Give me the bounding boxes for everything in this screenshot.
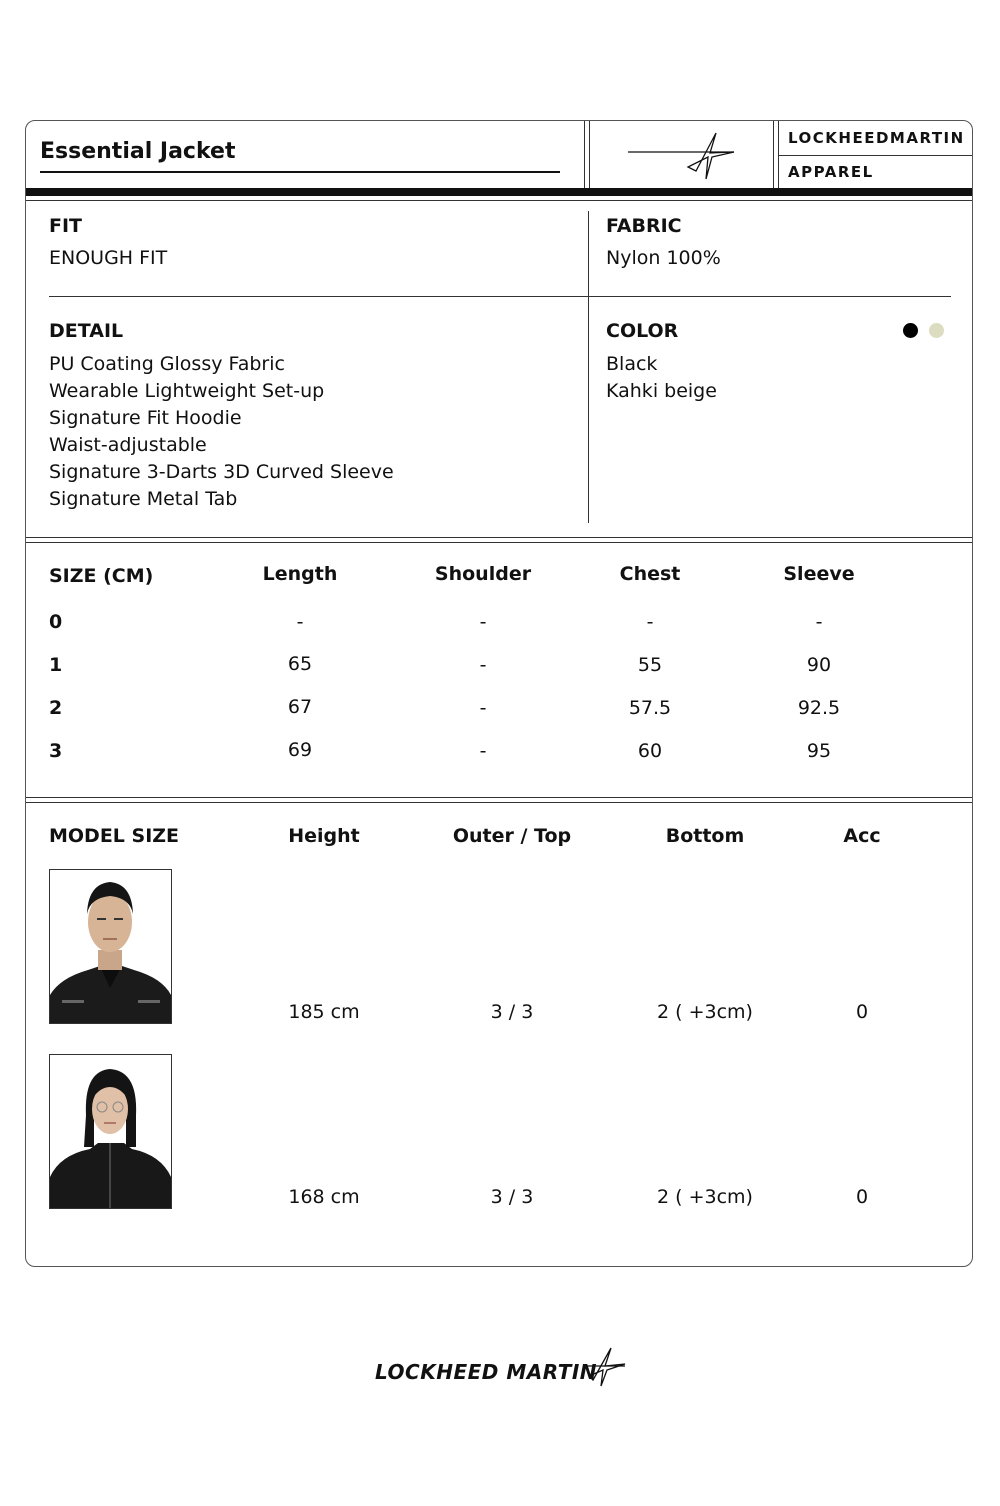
table-row-size: 0 bbox=[49, 611, 63, 633]
table-cell: 92.5 bbox=[797, 697, 841, 719]
title-underline bbox=[40, 171, 560, 173]
table-cell: 65 bbox=[287, 653, 313, 675]
fabric-label: FABRIC bbox=[606, 215, 682, 237]
table-cell: 55 bbox=[637, 654, 663, 676]
header-divider bbox=[589, 121, 590, 188]
acc-header: Acc bbox=[843, 825, 881, 847]
footer-logo-text: LOCKHEED MARTIN bbox=[375, 1360, 598, 1384]
model-height: 185 cm bbox=[288, 1001, 360, 1023]
color-swatch-beige[interactable] bbox=[929, 323, 944, 338]
table-cell: 57.5 bbox=[628, 697, 672, 719]
detail-label: DETAIL bbox=[49, 320, 124, 342]
table-cell: - bbox=[815, 611, 823, 633]
header-rule bbox=[26, 188, 973, 196]
detail-item: PU Coating Glossy Fabric bbox=[49, 353, 285, 375]
table-cell: - bbox=[479, 611, 487, 633]
footer-star-icon bbox=[585, 1346, 627, 1388]
model-bottom: 2 ( +3cm) bbox=[657, 1001, 753, 1023]
table-row-size: 2 bbox=[49, 697, 63, 719]
section-rule bbox=[26, 797, 973, 798]
height-header: Height bbox=[288, 825, 360, 847]
table-cell: 60 bbox=[637, 740, 663, 762]
header-divider bbox=[584, 121, 585, 188]
table-cell: - bbox=[479, 740, 487, 762]
color-name: Kahki beige bbox=[606, 380, 717, 402]
detail-item: Signature Metal Tab bbox=[49, 488, 238, 510]
detail-list bbox=[49, 351, 394, 513]
brand-box bbox=[778, 121, 973, 188]
model-size-header: MODEL SIZE bbox=[49, 825, 180, 847]
table-row-size: 3 bbox=[49, 740, 63, 762]
size-header: SIZE (CM) bbox=[49, 565, 154, 587]
chest-header: Chest bbox=[619, 563, 681, 585]
table-cell: - bbox=[479, 654, 487, 676]
model-photo-male bbox=[49, 869, 172, 1024]
outer-top-header: Outer / Top bbox=[452, 825, 572, 847]
model-portrait-icon bbox=[50, 870, 171, 1023]
row-divider bbox=[49, 296, 951, 297]
section-rule bbox=[26, 537, 973, 538]
star-logo-icon bbox=[626, 131, 738, 181]
model-outer-top: 3 / 3 bbox=[490, 1001, 534, 1023]
brand-name: LOCKHEEDMARTIN bbox=[788, 129, 965, 147]
model-height: 168 cm bbox=[288, 1186, 360, 1208]
spec-card bbox=[25, 120, 973, 1267]
model-photo-female bbox=[49, 1054, 172, 1209]
product-title: Essential Jacket bbox=[40, 139, 236, 164]
color-name: Black bbox=[606, 353, 658, 375]
header-divider bbox=[773, 121, 774, 188]
bottom-header: Bottom bbox=[665, 825, 745, 847]
model-bottom: 2 ( +3cm) bbox=[657, 1186, 753, 1208]
color-label: COLOR bbox=[606, 320, 679, 342]
table-cell: 95 bbox=[806, 740, 832, 762]
shoulder-header: Shoulder bbox=[434, 563, 532, 585]
section-rule bbox=[26, 542, 973, 543]
section-rule bbox=[26, 802, 973, 803]
detail-item: Wearable Lightweight Set-up bbox=[49, 380, 325, 402]
detail-item: Waist-adjustable bbox=[49, 434, 207, 456]
fabric-value: Nylon 100% bbox=[606, 247, 721, 269]
table-cell: - bbox=[646, 611, 654, 633]
table-cell: - bbox=[479, 697, 487, 719]
fit-label: FIT bbox=[49, 215, 83, 237]
brand-divider bbox=[778, 155, 973, 156]
sleeve-header: Sleeve bbox=[783, 563, 855, 585]
detail-item: Signature Fit Hoodie bbox=[49, 407, 242, 429]
detail-item: Signature 3-Darts 3D Curved Sleeve bbox=[49, 461, 394, 483]
color-swatch-black[interactable] bbox=[903, 323, 918, 338]
fit-value: ENOUGH FIT bbox=[49, 247, 168, 269]
model-outer-top: 3 / 3 bbox=[490, 1186, 534, 1208]
model-acc: 0 bbox=[855, 1001, 869, 1023]
table-cell: 69 bbox=[287, 739, 313, 761]
table-row-size: 1 bbox=[49, 654, 63, 676]
card-header bbox=[26, 121, 973, 188]
table-cell: 67 bbox=[287, 696, 313, 718]
model-portrait-icon bbox=[50, 1055, 171, 1208]
length-header: Length bbox=[262, 563, 338, 585]
column-divider bbox=[588, 211, 589, 523]
table-cell: 90 bbox=[806, 654, 832, 676]
table-cell: - bbox=[296, 611, 304, 633]
brand-subtitle: APPAREL bbox=[788, 163, 874, 181]
model-acc: 0 bbox=[855, 1186, 869, 1208]
color-list bbox=[606, 351, 717, 405]
section-rule bbox=[26, 200, 973, 201]
